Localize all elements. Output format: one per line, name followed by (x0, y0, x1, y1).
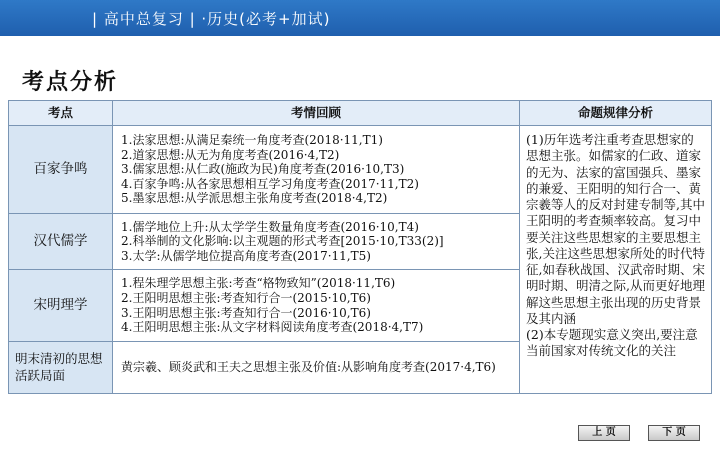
review-item: 2.科举制的文化影响:以主观题的形式考查[2015·10,T33(2)] (121, 234, 444, 249)
top-banner (0, 0, 720, 36)
table-header-row (9, 101, 712, 126)
review-item: 1.程朱理学思想主张:考查“格物致知”(2018·11,T6) (121, 276, 396, 291)
category-cell: 百家争鸣 (9, 126, 113, 214)
review-item: 3.儒家思想:从仁政(施政为民)角度考查(2016·10,T3) (121, 162, 405, 177)
analysis-point: (2)本专题现实意义突出,要注意当前国家对传统文化的关注 (526, 327, 698, 359)
category-cell: 明末清初的思想活跃局面 (9, 342, 113, 394)
review-item: 黄宗羲、顾炎武和王夫之思想主张及价值:从影响角度考查(2017·4,T6) (121, 360, 496, 375)
category-cell: 宋明理学 (9, 270, 113, 342)
analysis-point: (1)历年选考注重考查思想家的思想主张。如儒家的仁政、道家的无为、法家的富国强兵、墨家的兼爱、王阳明的知行合一、黄宗羲等人的反对封建专制等,其中王阳明的考查频率较高。复习中要关注这些思想家的主要思想主张,关注这些思想家所处的时代特征,如春秋战国、汉武帝时期、宋明时期、明清之际,从而更好地理解这些思想主张出现的历史背景及其内涵 (526, 132, 705, 326)
category-cell: 汉代儒学 (9, 214, 113, 270)
review-item: 1.法家思想:从满足秦统一角度考查(2018·11,T1) (121, 132, 383, 147)
review-cell (113, 342, 520, 394)
prev-page-button[interactable]: 上 页 (578, 425, 630, 441)
review-cell (113, 214, 520, 270)
exam-analysis-table (8, 100, 712, 394)
column-header: 考点 (9, 101, 113, 126)
review-item: 5.墨家思想:从学派思想主张角度考查(2018·4,T2) (121, 191, 388, 206)
next-page-button[interactable]: 下 页 (648, 425, 700, 441)
review-item: 2.道家思想:从无为角度考查(2016·4,T2) (121, 147, 340, 162)
review-item: 4.百家争鸣:从各家思想相互学习角度考查(2017·11,T2) (121, 176, 419, 191)
column-header: 命题规律分析 (520, 101, 712, 126)
review-item: 1.儒学地位上升:从太学学生数量角度考查(2016·10,T4) (121, 219, 419, 234)
review-item: 3.王阳明思想主张:考查知行合一(2016·10,T6) (121, 305, 371, 320)
review-cell (113, 270, 520, 342)
analysis-cell (520, 126, 712, 394)
page-title: 考点分析 (22, 70, 119, 95)
column-header: 考情回顾 (113, 101, 520, 126)
review-item: 3.太学:从儒学地位提高角度考查(2017·11,T5) (121, 248, 371, 263)
review-cell (113, 126, 520, 214)
course-title: | 高中总复习 | ·历史(必考+加试) (92, 10, 331, 28)
table-row (9, 126, 712, 214)
review-item: 4.王阳明思想主张:从文字材料阅读角度考查(2018·4,T7) (121, 320, 424, 335)
review-item: 2.王阳明思想主张:考查知行合一(2015·10,T6) (121, 290, 371, 305)
